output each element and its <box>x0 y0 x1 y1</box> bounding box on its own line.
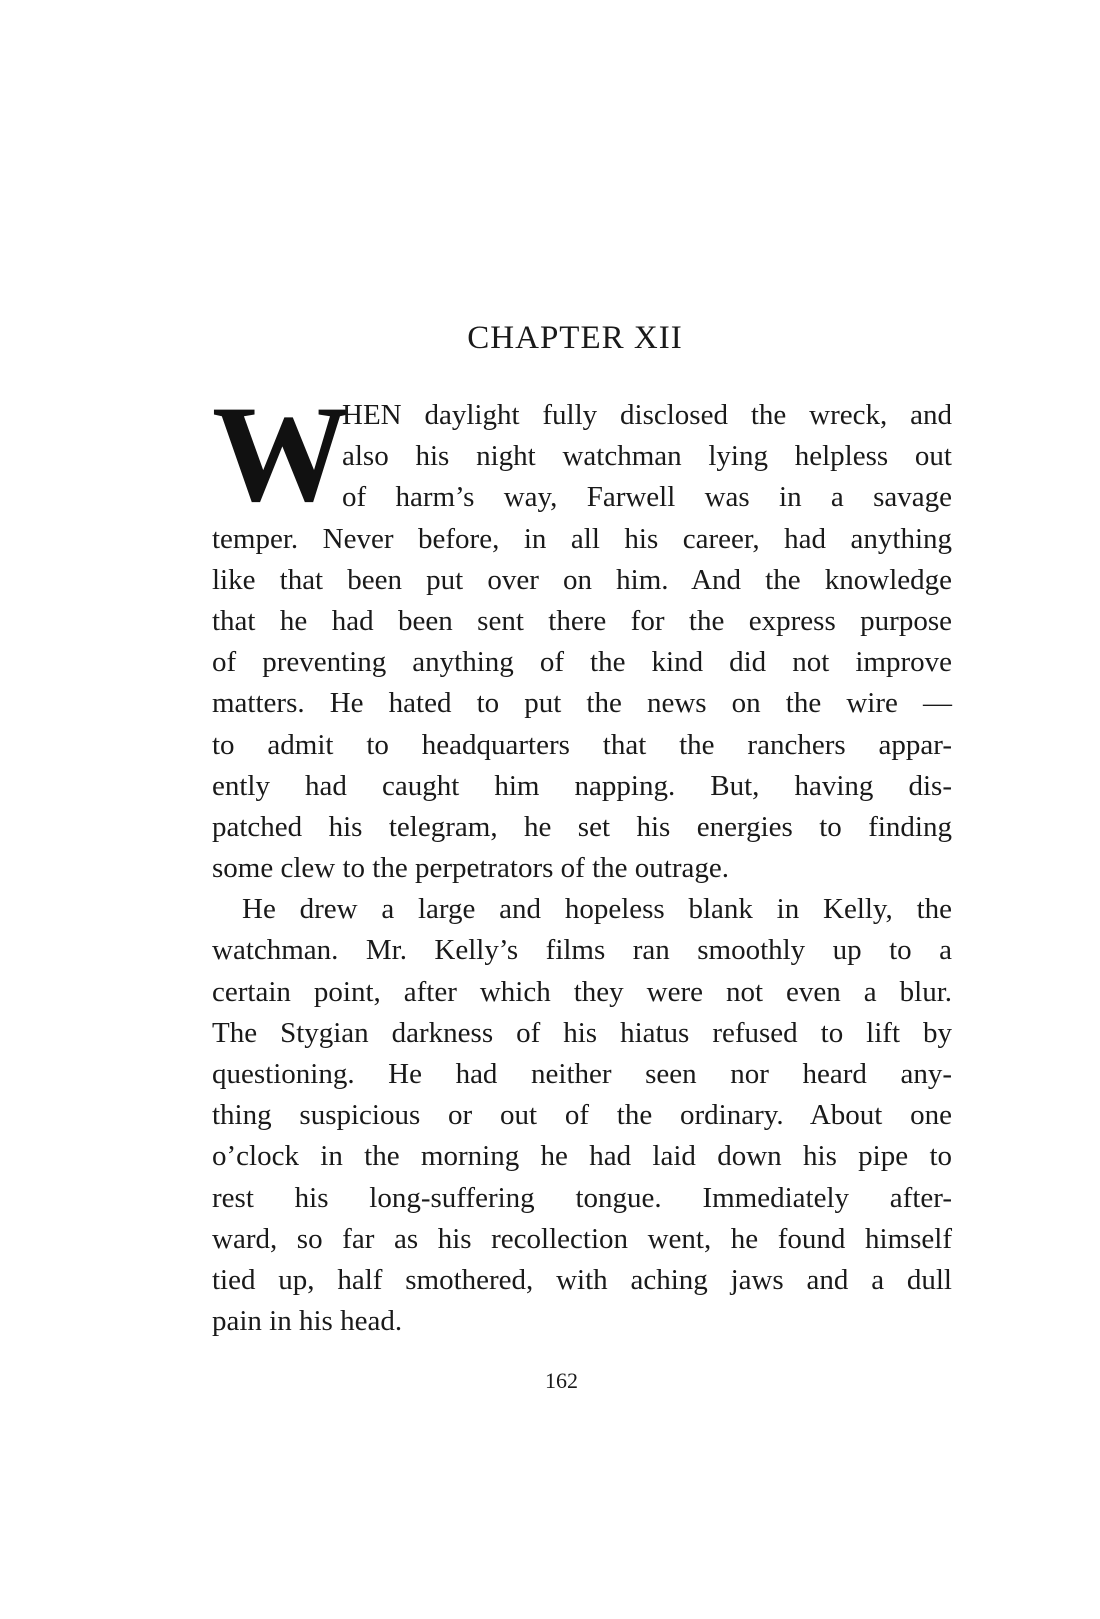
text-line: patched his telegram, he set his energies to finding <box>212 810 952 843</box>
dropcap-lines <box>342 395 952 519</box>
chapter-title: CHAPTER XII <box>467 320 683 356</box>
paragraph-2 <box>212 889 952 1342</box>
text-line: ward, so far as his recollection went, he found himself <box>212 1222 952 1255</box>
text-line: some clew to the perpetrators of the outrage. <box>212 852 729 885</box>
text-line: rest his long-suffering tongue. Immediately after- <box>212 1181 952 1214</box>
text-line: watchman. Mr. Kelly’s films ran smoothly up to a <box>212 934 952 967</box>
text-line: that he had been sent there for the express purpose <box>212 604 952 637</box>
text-line: He drew a large and hopeless blank in Kelly, the <box>242 893 952 926</box>
text-line: like that been put over on him. And the knowledge <box>212 563 952 596</box>
text-line: tied up, half smothered, with aching jaws and a dull <box>212 1263 952 1296</box>
text-line: to admit to headquarters that the ranchers appar- <box>212 728 952 761</box>
text-line: HEN daylight fully disclosed the wreck, and <box>342 399 952 431</box>
text-line: thing suspicious or out of the ordinary. About one <box>212 1099 952 1132</box>
text-line: pain in his head. <box>212 1305 403 1338</box>
text-line: questioning. He had neither seen nor heard any- <box>212 1058 952 1091</box>
body-text <box>212 377 952 1342</box>
drop-cap-letter: W <box>212 377 350 530</box>
text-line: of preventing anything of the kind did not improve <box>212 646 952 679</box>
page-number: 162 <box>545 1368 578 1393</box>
text-line: of harm’s way, Farwell was in a savage <box>342 481 952 514</box>
paragraph-1-continued <box>212 519 952 890</box>
text-line: ently had caught him napping. But, having dis- <box>212 769 952 802</box>
text-line: also his night watchman lying helpless out <box>342 440 952 473</box>
text-line: o’clock in the morning he had laid down his pipe to <box>212 1140 952 1173</box>
text-line: temper. Never before, in all his career, had anything <box>212 522 952 555</box>
text-line: certain point, after which they were not even a blur. <box>212 975 952 1008</box>
dropcap-block <box>212 377 952 530</box>
text-line: matters. He hated to put the news on the wire — <box>212 687 952 720</box>
text-line: The Stygian darkness of his hiatus refused to lift by <box>212 1016 952 1049</box>
